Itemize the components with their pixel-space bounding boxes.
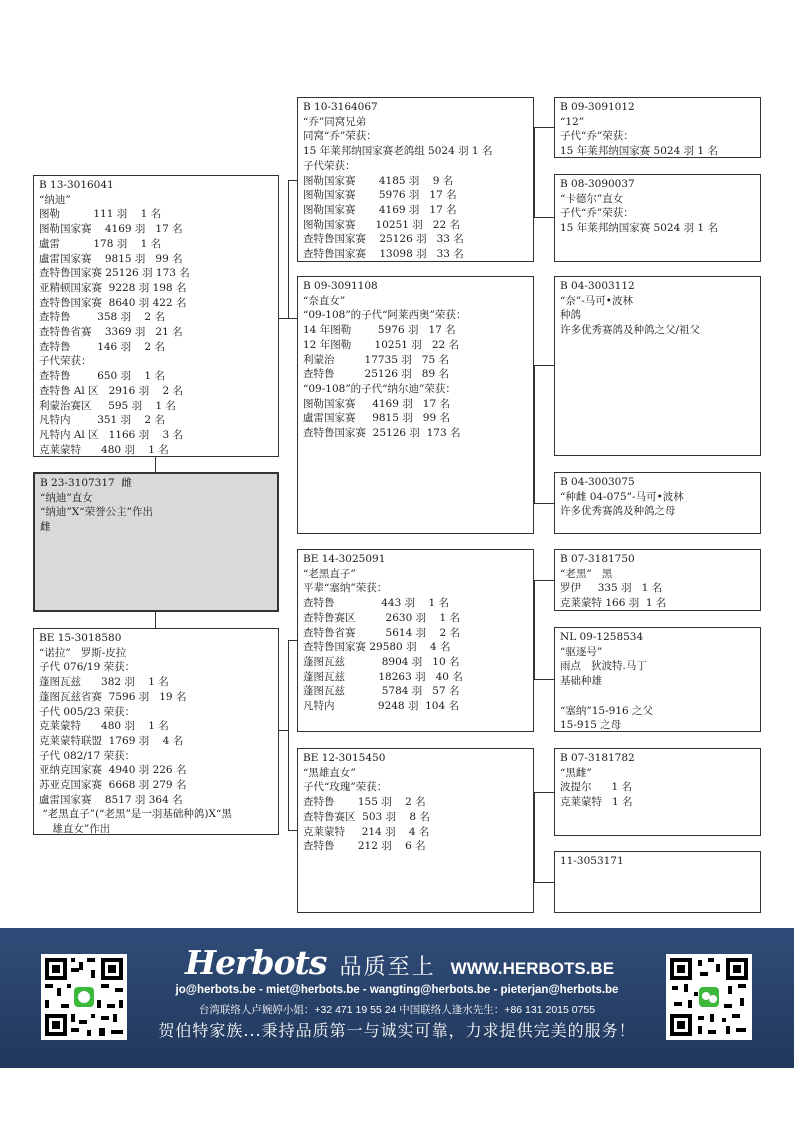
- box-text-line: “纳迪”X“荣誉公主”作出: [40, 506, 153, 519]
- box-text-line: “诺拉” 罗斯-皮拉: [39, 646, 127, 659]
- box-text-line: “12”: [560, 115, 585, 128]
- ancestor-box-3: [554, 276, 761, 456]
- box-text-line: 种鸽: [560, 309, 581, 322]
- box-text-line: 查特鲁省赛 5614 羽 2 名: [303, 626, 460, 639]
- box-text-line: 平辈“塞纳”荣获：: [303, 582, 388, 595]
- box-text-line: “09-108”的子代“纳尔迪”荣获：: [303, 382, 456, 395]
- connector-line: [279, 318, 288, 319]
- qr-code-image: [666, 954, 752, 1040]
- box-text-line: 查特鲁 146 羽 2 名: [39, 340, 165, 353]
- ring-number: B 10-3164067: [303, 101, 378, 113]
- box-text-line: “09-108”的子代“阿莱西奥”荣获：: [303, 309, 467, 322]
- ring-number: 11-3053171: [560, 855, 624, 867]
- connector-line: [288, 318, 297, 319]
- parent-box-4: [297, 748, 534, 913]
- grandsire-box: [33, 175, 279, 457]
- connector-line: [155, 457, 156, 472]
- box-text-line: “老黑直子”: [303, 567, 356, 580]
- connector-line: [534, 580, 554, 581]
- ancestor-box-5: [554, 549, 761, 611]
- box-text-line: 查特鲁赛区 2630 羽 1 名: [303, 611, 460, 624]
- box-text-line: “黑雌”: [560, 766, 592, 779]
- family-tagline: 贺伯特家族...秉持品质第一与诚实可靠，力求提供完美的服务！: [158, 1021, 636, 1040]
- box-text-line: “老黑” 黑: [560, 567, 613, 580]
- box-text-line: “老黑直子”(“老黑”是一羽基础种鸽)X“黑: [39, 808, 232, 821]
- box-text-line: 子代“玫瑰”荣获：: [303, 781, 388, 794]
- box-text-line: 查特鲁 443 羽 1 名: [303, 597, 449, 610]
- ancestor-box-2: [554, 174, 761, 262]
- qr-code-left[interactable]: [41, 954, 127, 1040]
- connector-line: [534, 127, 535, 218]
- connector-line: [288, 180, 297, 181]
- box-text-line: 查特鲁国家赛 8640 羽 422 名: [39, 296, 187, 309]
- box-text-line: 苏亚克国家赛 6668 羽 279 名: [39, 779, 187, 792]
- box-text-line: 子代荣获：: [303, 159, 356, 172]
- box-text-line: 蓬图瓦兹 5784 羽 57 名: [303, 685, 460, 698]
- box-text-line: 亚纳克国家赛 4940 羽 226 名: [39, 764, 187, 777]
- box-text-line: 盧雷 178 羽 1 名: [39, 237, 162, 250]
- box-text-line: 凡特内 Al 区 1166 羽 3 名: [39, 428, 184, 441]
- box-text-line: “纳迪”: [39, 193, 71, 206]
- box-text-line: 蓬图瓦兹 8904 羽 10 名: [303, 655, 460, 668]
- box-text-line: 图勒国家赛 4169 羽 17 名: [303, 203, 457, 216]
- box-text-line: 克莱蒙特 480 羽 1 名: [39, 443, 169, 456]
- box-text-line: 图勒国家赛 10251 羽 22 名: [303, 218, 460, 231]
- website-link[interactable]: WWW.HERBOTS.BE: [450, 959, 615, 978]
- ring-number: BE 12-3015450: [303, 752, 386, 764]
- brand-slogan: 品质至上: [339, 955, 436, 980]
- box-text-line: 图勒国家赛 4169 羽 17 名: [303, 397, 450, 410]
- box-text-line: 雌: [40, 521, 51, 534]
- box-text-line: 克莱蒙特联盟 1769 羽 4 名: [39, 734, 184, 747]
- box-text-line: 亚精顿国家赛 9228 羽 198 名: [39, 281, 187, 294]
- herbots-logo: Herbots: [185, 943, 327, 982]
- box-text-line: 查特鲁 Al 区 2916 羽 2 名: [39, 384, 184, 397]
- box-text-line: 子代 076/19 荣获：: [39, 661, 136, 674]
- box-text-line: “奈”-马可•波林: [560, 294, 633, 307]
- box-text-line: 查特鲁 650 羽 1 名: [39, 370, 165, 383]
- box-text-line: 查特鲁省赛 3369 羽 21 名: [39, 326, 183, 339]
- ring-number: NL 09-1258534: [560, 631, 644, 643]
- box-text-line: 子代“乔”荣获：: [560, 207, 634, 220]
- box-text-line: 查特鲁 358 羽 2 名: [39, 311, 165, 324]
- box-text-line: 图勒国家赛 4185 羽 9 名: [303, 174, 454, 187]
- box-text-line: “卡德尔”直女: [560, 192, 624, 205]
- connector-line: [534, 127, 554, 128]
- ring-number: B 07-3181782: [560, 752, 635, 764]
- connector-line: [534, 792, 535, 883]
- box-text-line: 基础种雄: [560, 675, 602, 688]
- box-text-line: 图勒国家赛 5976 羽 17 名: [303, 189, 457, 202]
- connector-line: [534, 792, 554, 793]
- connector-line: [534, 679, 554, 680]
- connector-line: [155, 612, 156, 628]
- ring-number: B 09-3091012: [560, 101, 635, 113]
- box-text-line: 蓬图瓦兹 382 羽 1 名: [39, 676, 169, 689]
- box-text-line: 许多优秀赛鸽及种鸽之母: [560, 505, 676, 518]
- ancestor-box-6: [554, 627, 761, 732]
- box-text-line: 利蒙治赛区 595 羽 1 名: [39, 399, 176, 412]
- box-text-line: 波提尔 1 名: [560, 781, 633, 794]
- connector-line: [288, 640, 289, 831]
- box-text-line: 图勒 111 羽 1 名: [39, 208, 162, 221]
- box-text-line: “纳迪”直女: [40, 491, 93, 504]
- box-text-line: 15 年莱邦纳国家赛 5024 羽 1 名: [560, 222, 718, 235]
- contact-emails[interactable]: jo@herbots.be - miet@herbots.be - wangting@herbots.be - pieterjan@herbots.be: [175, 984, 619, 996]
- box-text-line: “种雌 04-075”-马可•波林: [560, 490, 684, 503]
- box-text-line: 克莱蒙特 1 名: [560, 796, 633, 809]
- ring-number: BE 14-3025091: [303, 553, 386, 565]
- box-text-line: 查特鲁 25126 羽 89 名: [303, 368, 449, 381]
- connector-line: [534, 580, 535, 680]
- connector-line: [288, 830, 297, 831]
- box-text-line: “塞纳”15-916 之父: [560, 704, 654, 717]
- box-text-line: “奈直女”: [303, 294, 346, 307]
- box-text-line: 查特鲁 155 羽 2 名: [303, 796, 426, 809]
- box-text-line: 许多优秀赛鸽及种鸽之父/祖父: [560, 324, 701, 337]
- box-text-line: 查特鲁赛区 503 羽 8 名: [303, 810, 430, 823]
- connector-line: [279, 730, 288, 731]
- box-text-line: 子代“乔”荣获：: [560, 130, 634, 143]
- connector-line: [534, 365, 535, 504]
- box-text-line: 雄直女”作出: [39, 823, 111, 836]
- box-text-line: 查特鲁 212 羽 6 名: [303, 840, 426, 853]
- box-text-line: “黑雄直女”: [303, 766, 356, 779]
- granddam-box: [33, 628, 279, 835]
- connector-line: [534, 217, 554, 218]
- parent-box-1: [297, 97, 534, 262]
- ring-number: B 23-3107317 雌: [40, 477, 132, 489]
- box-text-line: 查特鲁国家赛 25126 羽 173 名: [39, 267, 190, 280]
- box-text-line: 盧雷国家赛 8517 羽 364 名: [39, 793, 183, 806]
- box-text-line: 盧雷国家赛 9815 羽 99 名: [39, 252, 183, 265]
- box-text-line: 克莱蒙特 480 羽 1 名: [39, 720, 169, 733]
- brand-header: [185, 943, 615, 982]
- ring-number: B 04-3003075: [560, 476, 635, 488]
- box-text-line: 子代 082/17 荣获：: [39, 749, 136, 762]
- parent-box-2: [297, 276, 534, 534]
- ring-number: B 09-3091108: [303, 280, 378, 292]
- ring-number: BE 15-3018580: [39, 632, 122, 644]
- box-text-line: 克莱蒙特 214 羽 4 名: [303, 825, 430, 838]
- box-text-line: 子代荣获：: [39, 355, 92, 368]
- subject-pigeon-box: [33, 472, 279, 612]
- connector-line: [534, 503, 554, 504]
- contact-phones: 台湾联络人卢婉婷小姐：+32 471 19 55 24 中国联络人逢水先生：+86 131 2015 0755: [198, 1004, 596, 1016]
- box-text-line: 凡特内 9248 羽 104 名: [303, 700, 460, 713]
- box-text-line: 雨点 狄波特.马丁: [560, 660, 647, 673]
- box-text-line: 图勒国家赛 4169 羽 17 名: [39, 223, 183, 236]
- box-text-line: “驱逐号”: [560, 645, 603, 658]
- box-text-line: 盧雷国家赛 9815 羽 99 名: [303, 412, 450, 425]
- box-text-line: 查特鲁国家赛 25126 羽 33 名: [303, 233, 464, 246]
- box-text-line: 利蒙治 17735 羽 75 名: [303, 353, 449, 366]
- box-text-line: 14 年图勒 5976 羽 17 名: [303, 324, 456, 337]
- box-text-line: 蓬图瓦兹省赛 7596 羽 19 名: [39, 690, 187, 703]
- box-text-line: 15 年莱邦纳国家赛老鸽组 5024 羽 1 名: [303, 145, 493, 158]
- ancestor-box-8: [554, 851, 761, 913]
- box-text-line: 蓬图瓦兹 18263 羽 40 名: [303, 670, 463, 683]
- ancestor-box-7: [554, 748, 761, 836]
- ancestor-box-1: [554, 97, 761, 158]
- connector-line: [534, 365, 554, 366]
- connector-line: [534, 882, 554, 883]
- parent-box-3: [297, 549, 534, 732]
- qr-code-right[interactable]: [666, 954, 752, 1040]
- box-text-line: [560, 689, 755, 704]
- ring-number: B 13-3016041: [39, 179, 114, 191]
- ring-number: B 08-3090037: [560, 178, 635, 190]
- qr-code-image: [41, 954, 127, 1040]
- connector-line: [288, 640, 297, 641]
- box-text-line: “乔”同窝兄弟: [303, 115, 367, 128]
- box-text-line: 罗伊 335 羽 1 名: [560, 582, 663, 595]
- ancestor-box-4: [554, 472, 761, 534]
- footer-banner: [0, 928, 794, 1068]
- box-text-line: 凡特内 351 羽 2 名: [39, 414, 165, 427]
- box-text-line: 查特鲁国家赛 29580 羽 4 名: [303, 641, 451, 654]
- ring-number: B 04-3003112: [560, 280, 635, 292]
- box-text-line: 克莱蒙特 166 羽 1 名: [560, 597, 667, 610]
- ring-number: B 07-3181750: [560, 553, 635, 565]
- box-text-line: 15 年莱邦纳国家赛 5024 羽 1 名: [560, 145, 718, 158]
- box-text-line: 15-915 之母: [560, 719, 622, 732]
- box-text-line: 子代 005/23 荣获：: [39, 705, 136, 718]
- box-text-line: 查特鲁国家赛 13098 羽 33 名: [303, 248, 464, 261]
- box-text-line: 同窝“乔”荣获：: [303, 130, 377, 143]
- box-text-line: 查特鲁国家赛 25126 羽 173 名: [303, 427, 461, 440]
- connector-line: [288, 180, 289, 319]
- box-text-line: 12 年图勒 10251 羽 22 名: [303, 338, 460, 351]
